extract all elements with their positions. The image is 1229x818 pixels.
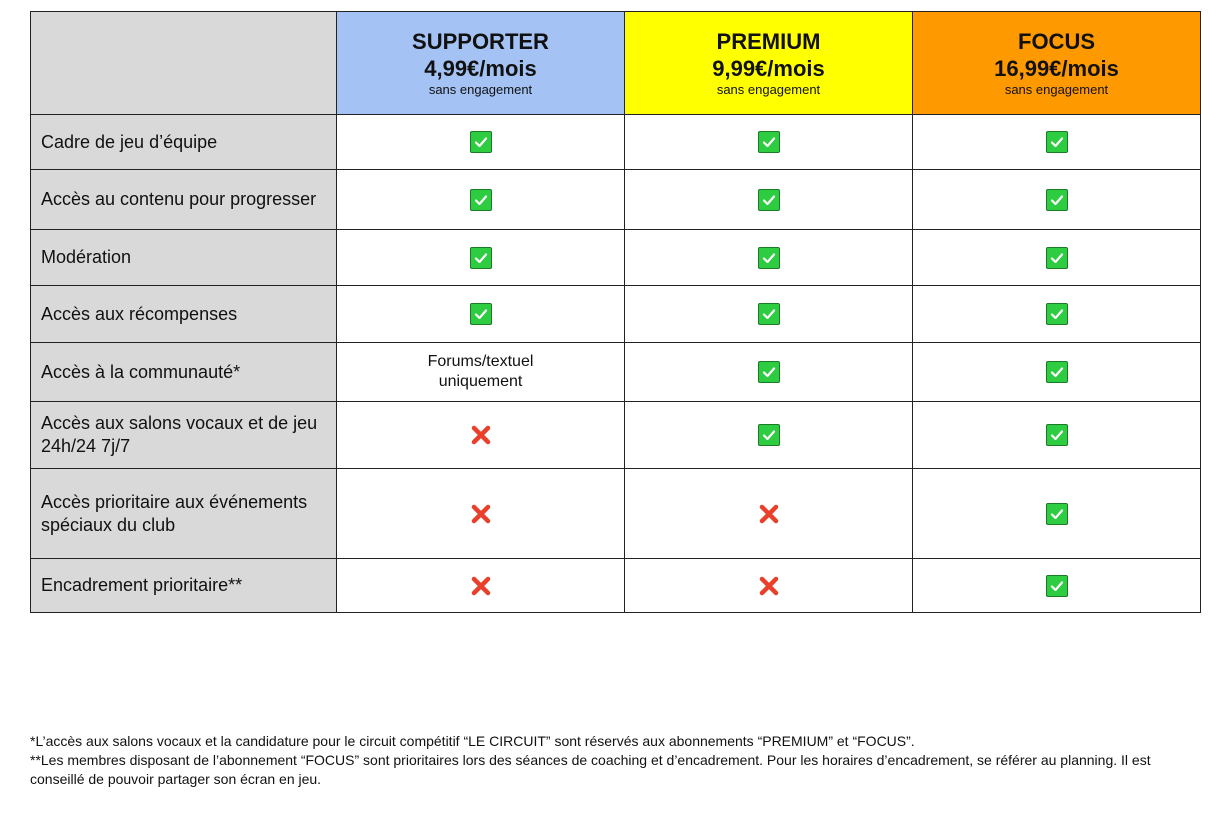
- feature-value: [625, 170, 913, 230]
- feature-value: [913, 170, 1201, 230]
- feature-label: Accès aux récompenses: [31, 286, 337, 343]
- feature-row: [31, 343, 1201, 402]
- red-cross-icon: [470, 575, 492, 597]
- plan-header-row: [31, 12, 1201, 115]
- green-check-box-icon: [470, 131, 492, 153]
- plan-name: PREMIUM: [716, 29, 821, 54]
- feature-label: Modération: [31, 230, 337, 286]
- red-cross-icon: [470, 424, 492, 446]
- red-cross-icon: [758, 575, 780, 597]
- feature-row: [31, 170, 1201, 230]
- feature-row: [31, 286, 1201, 343]
- feature-value: [625, 230, 913, 286]
- green-check-box-icon: [758, 189, 780, 211]
- header-empty-cell: [31, 12, 337, 115]
- green-check-box-icon: [1046, 303, 1068, 325]
- footnote-community: *L’accès aux salons vocaux et la candidature pour le circuit compétitif “LE CIRCUIT” sont réservés aux abonnements “PREMIUM” et “FOCUS”.: [30, 733, 915, 749]
- feature-value: [913, 230, 1201, 286]
- feature-value: [337, 343, 625, 402]
- green-check-box-icon: [758, 424, 780, 446]
- feature-value-text: Forums/textuel uniquement: [427, 353, 534, 390]
- feature-value: [625, 286, 913, 343]
- feature-value: [625, 469, 913, 559]
- plan-header-premium: [625, 12, 913, 115]
- feature-label: Encadrement prioritaire**: [31, 559, 337, 613]
- green-check-box-icon: [758, 247, 780, 269]
- feature-row: [31, 469, 1201, 559]
- plan-header-supporter: [337, 12, 625, 115]
- green-check-box-icon: [758, 361, 780, 383]
- plan-price: 16,99€/mois: [994, 56, 1119, 81]
- feature-value: [625, 402, 913, 469]
- green-check-box-icon: [1046, 247, 1068, 269]
- green-check-box-icon: [1046, 503, 1068, 525]
- feature-value: [913, 469, 1201, 559]
- feature-value: [913, 343, 1201, 402]
- green-check-box-icon: [1046, 361, 1068, 383]
- red-cross-icon: [470, 503, 492, 525]
- green-check-box-icon: [1046, 131, 1068, 153]
- feature-value: [625, 559, 913, 613]
- feature-label: Accès au contenu pour progresser: [31, 170, 337, 230]
- plan-note: sans engagement: [1004, 82, 1109, 97]
- footnotes: [30, 732, 1205, 789]
- green-check-box-icon: [470, 189, 492, 211]
- feature-value: [337, 286, 625, 343]
- feature-value: [337, 170, 625, 230]
- feature-label: Accès aux salons vocaux et de jeu 24h/24 7j/7: [31, 402, 337, 469]
- plan-note: sans engagement: [716, 82, 821, 97]
- feature-value: [625, 115, 913, 170]
- feature-row: [31, 402, 1201, 469]
- feature-row: [31, 559, 1201, 613]
- plan-price: 4,99€/mois: [424, 56, 537, 81]
- feature-value: [625, 343, 913, 402]
- feature-value: [913, 115, 1201, 170]
- green-check-box-icon: [758, 303, 780, 325]
- feature-value: [337, 402, 625, 469]
- footnote-priority: **Les membres disposant de l’abonnement “FOCUS” sont prioritaires lors des séances de coaching et d’encadrement. Pour les horaires d’encadrement, se référer au planning. Il est conseillé de pouvoir partager son écran en jeu.: [30, 752, 1151, 787]
- feature-value: [337, 230, 625, 286]
- plan-note: sans engagement: [428, 82, 533, 97]
- green-check-box-icon: [470, 303, 492, 325]
- feature-value: [913, 559, 1201, 613]
- plan-name: FOCUS: [1018, 29, 1095, 54]
- pricing-table: [30, 11, 1201, 613]
- feature-value: [337, 559, 625, 613]
- green-check-box-icon: [1046, 575, 1068, 597]
- feature-row: [31, 115, 1201, 170]
- plan-price: 9,99€/mois: [712, 56, 825, 81]
- red-cross-icon: [758, 503, 780, 525]
- feature-label: Accès prioritaire aux événements spéciaux du club: [31, 469, 337, 559]
- green-check-box-icon: [758, 131, 780, 153]
- feature-label: Cadre de jeu d’équipe: [31, 115, 337, 170]
- feature-label: Accès à la communauté*: [31, 343, 337, 402]
- feature-row: [31, 230, 1201, 286]
- green-check-box-icon: [470, 247, 492, 269]
- feature-value: [337, 115, 625, 170]
- plan-name: SUPPORTER: [412, 29, 549, 54]
- green-check-box-icon: [1046, 424, 1068, 446]
- feature-value: [913, 286, 1201, 343]
- feature-value: [337, 469, 625, 559]
- plan-header-focus: [913, 12, 1201, 115]
- feature-value: [913, 402, 1201, 469]
- green-check-box-icon: [1046, 189, 1068, 211]
